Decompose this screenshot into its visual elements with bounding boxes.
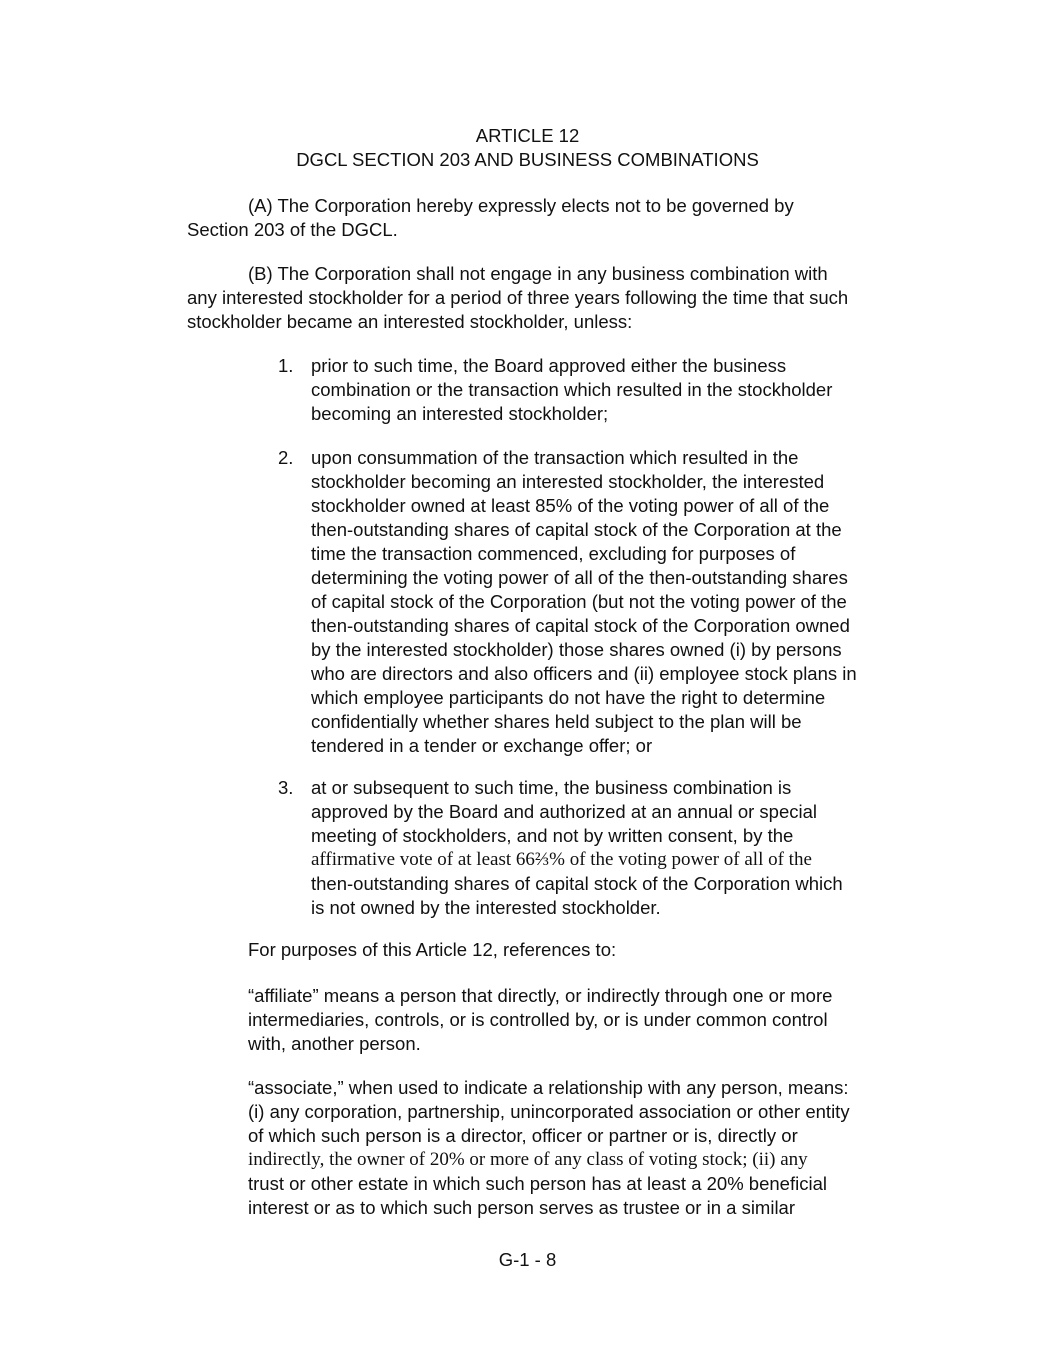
page-number: G-1 - 8 xyxy=(498,1249,557,1270)
paragraph-b-line: any interested stockholder for a period of three years following the time that such xyxy=(187,287,849,308)
associate-definition: “associate,” when used to indicate a relationship with any person, means: (i) any corporation, partnership, unincorporated association or other entity of which such person is a director, officer or partner or is, directly or indirectly, the owner of 20% or more of any class of voting stock; (ii) any trust or other estate in which such person has at least a 20% beneficial interest or as to which such person serves as trustee or in a similar xyxy=(248,1077,850,1218)
list-item-text: prior to such time, the Board approved either the business combination or the transaction which resulted in the stockholder becoming an interested stockholder; xyxy=(311,355,833,424)
paragraph-a xyxy=(187,194,887,242)
purposes-line: For purposes of this Article 12, references to: xyxy=(248,939,617,960)
list-item-number: 1. xyxy=(278,355,294,376)
list-item-text: upon consummation of the transaction which resulted in the stockholder becoming an interested stockholder, the interested stockholder owned at least 85% of the voting power of all of the then-outstanding shares of capital stock of the Corporation at the time the transaction commenced, excluding for purposes of determining the voting power of all of the then-outstanding shares of capital stock of the Corporation (but not the voting power of the then-outstanding shares of capital stock of the Corporation owned by the interested stockholder) those shares owned (i) by persons who are directors and also officers and (ii) employee stock plans in which employee participants do not have the right to determine confidentially whether shares held subject to the plan will be tendered in a tender or exchange offer; or xyxy=(311,447,857,756)
paragraph-b-line: stockholder became an interested stockholder, unless: xyxy=(187,311,633,332)
paragraph-b-line: (B) The Corporation shall not engage in any business combination with xyxy=(248,263,828,284)
paragraph-a-line: (A) The Corporation hereby expressly elects not to be governed by xyxy=(248,195,794,216)
article-title-heading: DGCL SECTION 203 AND BUSINESS COMBINATIONS xyxy=(296,149,759,170)
paragraph-a-line: Section 203 of the DGCL. xyxy=(187,219,398,240)
affiliate-definition: “affiliate” means a person that directly, or indirectly through one or more intermediaries, controls, or is controlled by, or is under common control with, another person. xyxy=(248,985,833,1054)
article-number-heading: ARTICLE 12 xyxy=(475,125,580,146)
list-item-number: 3. xyxy=(278,777,294,798)
list-item-number: 2. xyxy=(278,447,294,468)
list-item-text: at or subsequent to such time, the business combination is approved by the Board and authorized at an annual or special meeting of stockholders, and not by written consent, by the affirmative vote of at least 66⅔% of the voting power of all of the then-outstanding shares of capital stock of the Corporation which is not owned by the interested stockholder. xyxy=(311,777,843,918)
paragraph-b xyxy=(187,262,887,334)
